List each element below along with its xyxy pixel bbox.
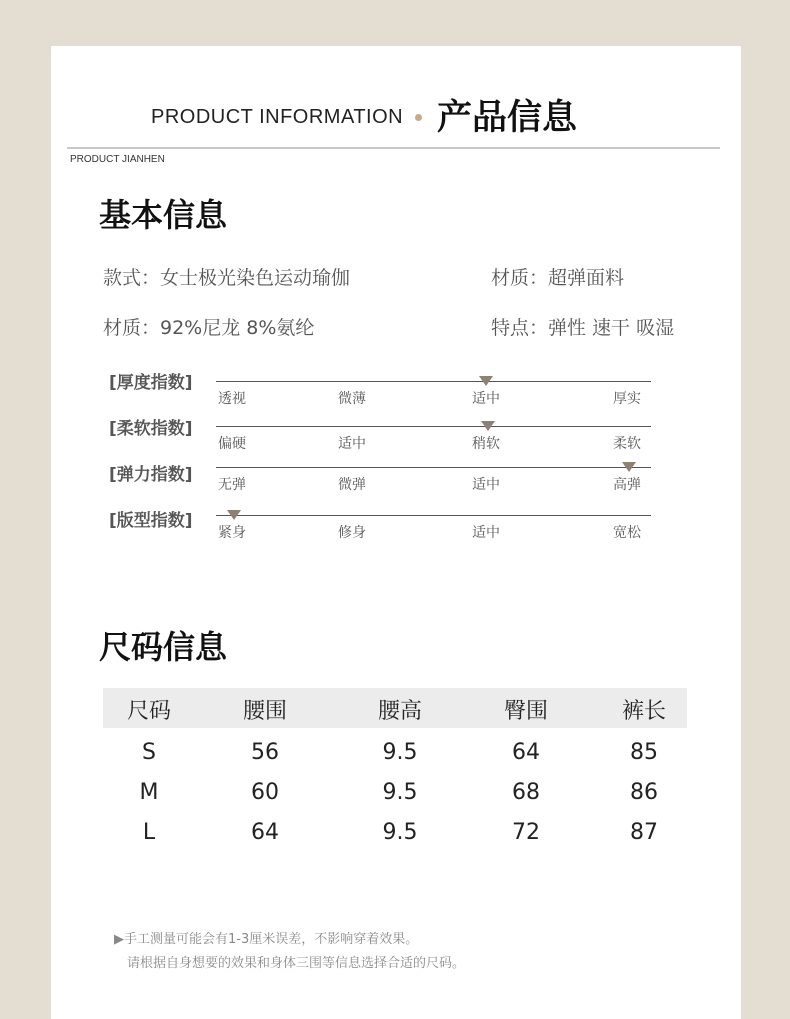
scale-label: [柔软指数] — [109, 419, 193, 439]
size-table-cell: S — [142, 740, 156, 765]
scale-tick-label: 宽松 — [613, 525, 641, 541]
attr-material: 材质：92%尼龙 8%氨纶 — [103, 317, 315, 339]
scale-marker-icon — [481, 421, 495, 431]
scale-tick-label: 高弹 — [613, 477, 641, 493]
size-header-cell: 臀围 — [503, 699, 548, 724]
scale-line — [216, 381, 651, 382]
scale-tick-label: 微薄 — [338, 391, 366, 407]
basic-info-title: 基本信息 — [99, 196, 228, 234]
scale-label: [弹力指数] — [109, 465, 193, 485]
size-table-cell: 9.5 — [382, 780, 418, 805]
scale-label: [版型指数] — [109, 511, 193, 531]
size-info-title: 尺码信息 — [99, 628, 228, 666]
scale-tick-label: 适中 — [472, 525, 500, 541]
product-info-card — [51, 46, 741, 1019]
header-divider — [67, 147, 720, 149]
scale-label: [厚度指数] — [109, 373, 193, 393]
note-line-2: 请根据自身想要的效果和身体三围等信息选择合适的尺码。 — [127, 956, 466, 971]
scale-tick-label: 透视 — [218, 391, 246, 407]
scale-line — [216, 426, 651, 427]
size-table-cell: M — [139, 780, 159, 805]
size-table-cell: 72 — [512, 820, 540, 845]
size-table-cell: 85 — [630, 740, 658, 765]
header-dot-icon — [415, 114, 422, 121]
size-header-cell: 裤长 — [621, 699, 666, 724]
size-table-cell: 9.5 — [382, 740, 418, 765]
size-table-cell: 64 — [512, 740, 540, 765]
header-title-cn: 产品信息 — [437, 98, 578, 138]
scale-tick-label: 适中 — [472, 391, 500, 407]
attr-style: 款式：女士极光染色运动瑜伽 — [103, 267, 351, 289]
size-header-cell: 腰围 — [242, 699, 287, 724]
attr-feature: 特点：弹性 速干 吸湿 — [491, 317, 675, 339]
scale-tick-label: 适中 — [472, 477, 500, 493]
size-header-cell: 腰高 — [377, 699, 422, 724]
scale-line — [216, 467, 651, 468]
header-title-en: PRODUCT INFORMATION — [151, 106, 404, 128]
size-table-cell: 9.5 — [382, 820, 418, 845]
scale-line — [216, 515, 651, 516]
scale-marker-icon — [622, 462, 636, 472]
scale-tick-label: 柔软 — [613, 436, 641, 452]
scale-tick-label: 紧身 — [218, 525, 246, 541]
scale-tick-label: 厚实 — [613, 391, 641, 407]
scale-tick-label: 修身 — [338, 525, 366, 541]
attr-fabric: 材质：超弹面料 — [491, 267, 625, 289]
size-table-cell: 68 — [512, 780, 540, 805]
size-table-cell: L — [142, 820, 156, 845]
scale-tick-label: 稍软 — [472, 436, 500, 452]
scale-tick-label: 偏硬 — [218, 436, 246, 452]
size-header-cell: 尺码 — [126, 699, 171, 724]
size-table-cell: 64 — [251, 820, 279, 845]
scale-marker-icon — [479, 376, 493, 386]
scale-tick-label: 微弹 — [338, 477, 366, 493]
scale-tick-label: 无弹 — [218, 477, 246, 493]
note-line-1: ▶手工测量可能会有1-3厘米误差，不影响穿着效果。 — [114, 932, 419, 947]
scale-marker-icon — [227, 510, 241, 520]
size-table-cell: 60 — [251, 780, 279, 805]
size-table-cell: 56 — [251, 740, 279, 765]
size-table-cell: 87 — [630, 820, 658, 845]
header-subtitle: PRODUCT JIANHEN — [70, 154, 165, 165]
size-table-cell: 86 — [630, 780, 658, 805]
scale-tick-label: 适中 — [338, 436, 366, 452]
